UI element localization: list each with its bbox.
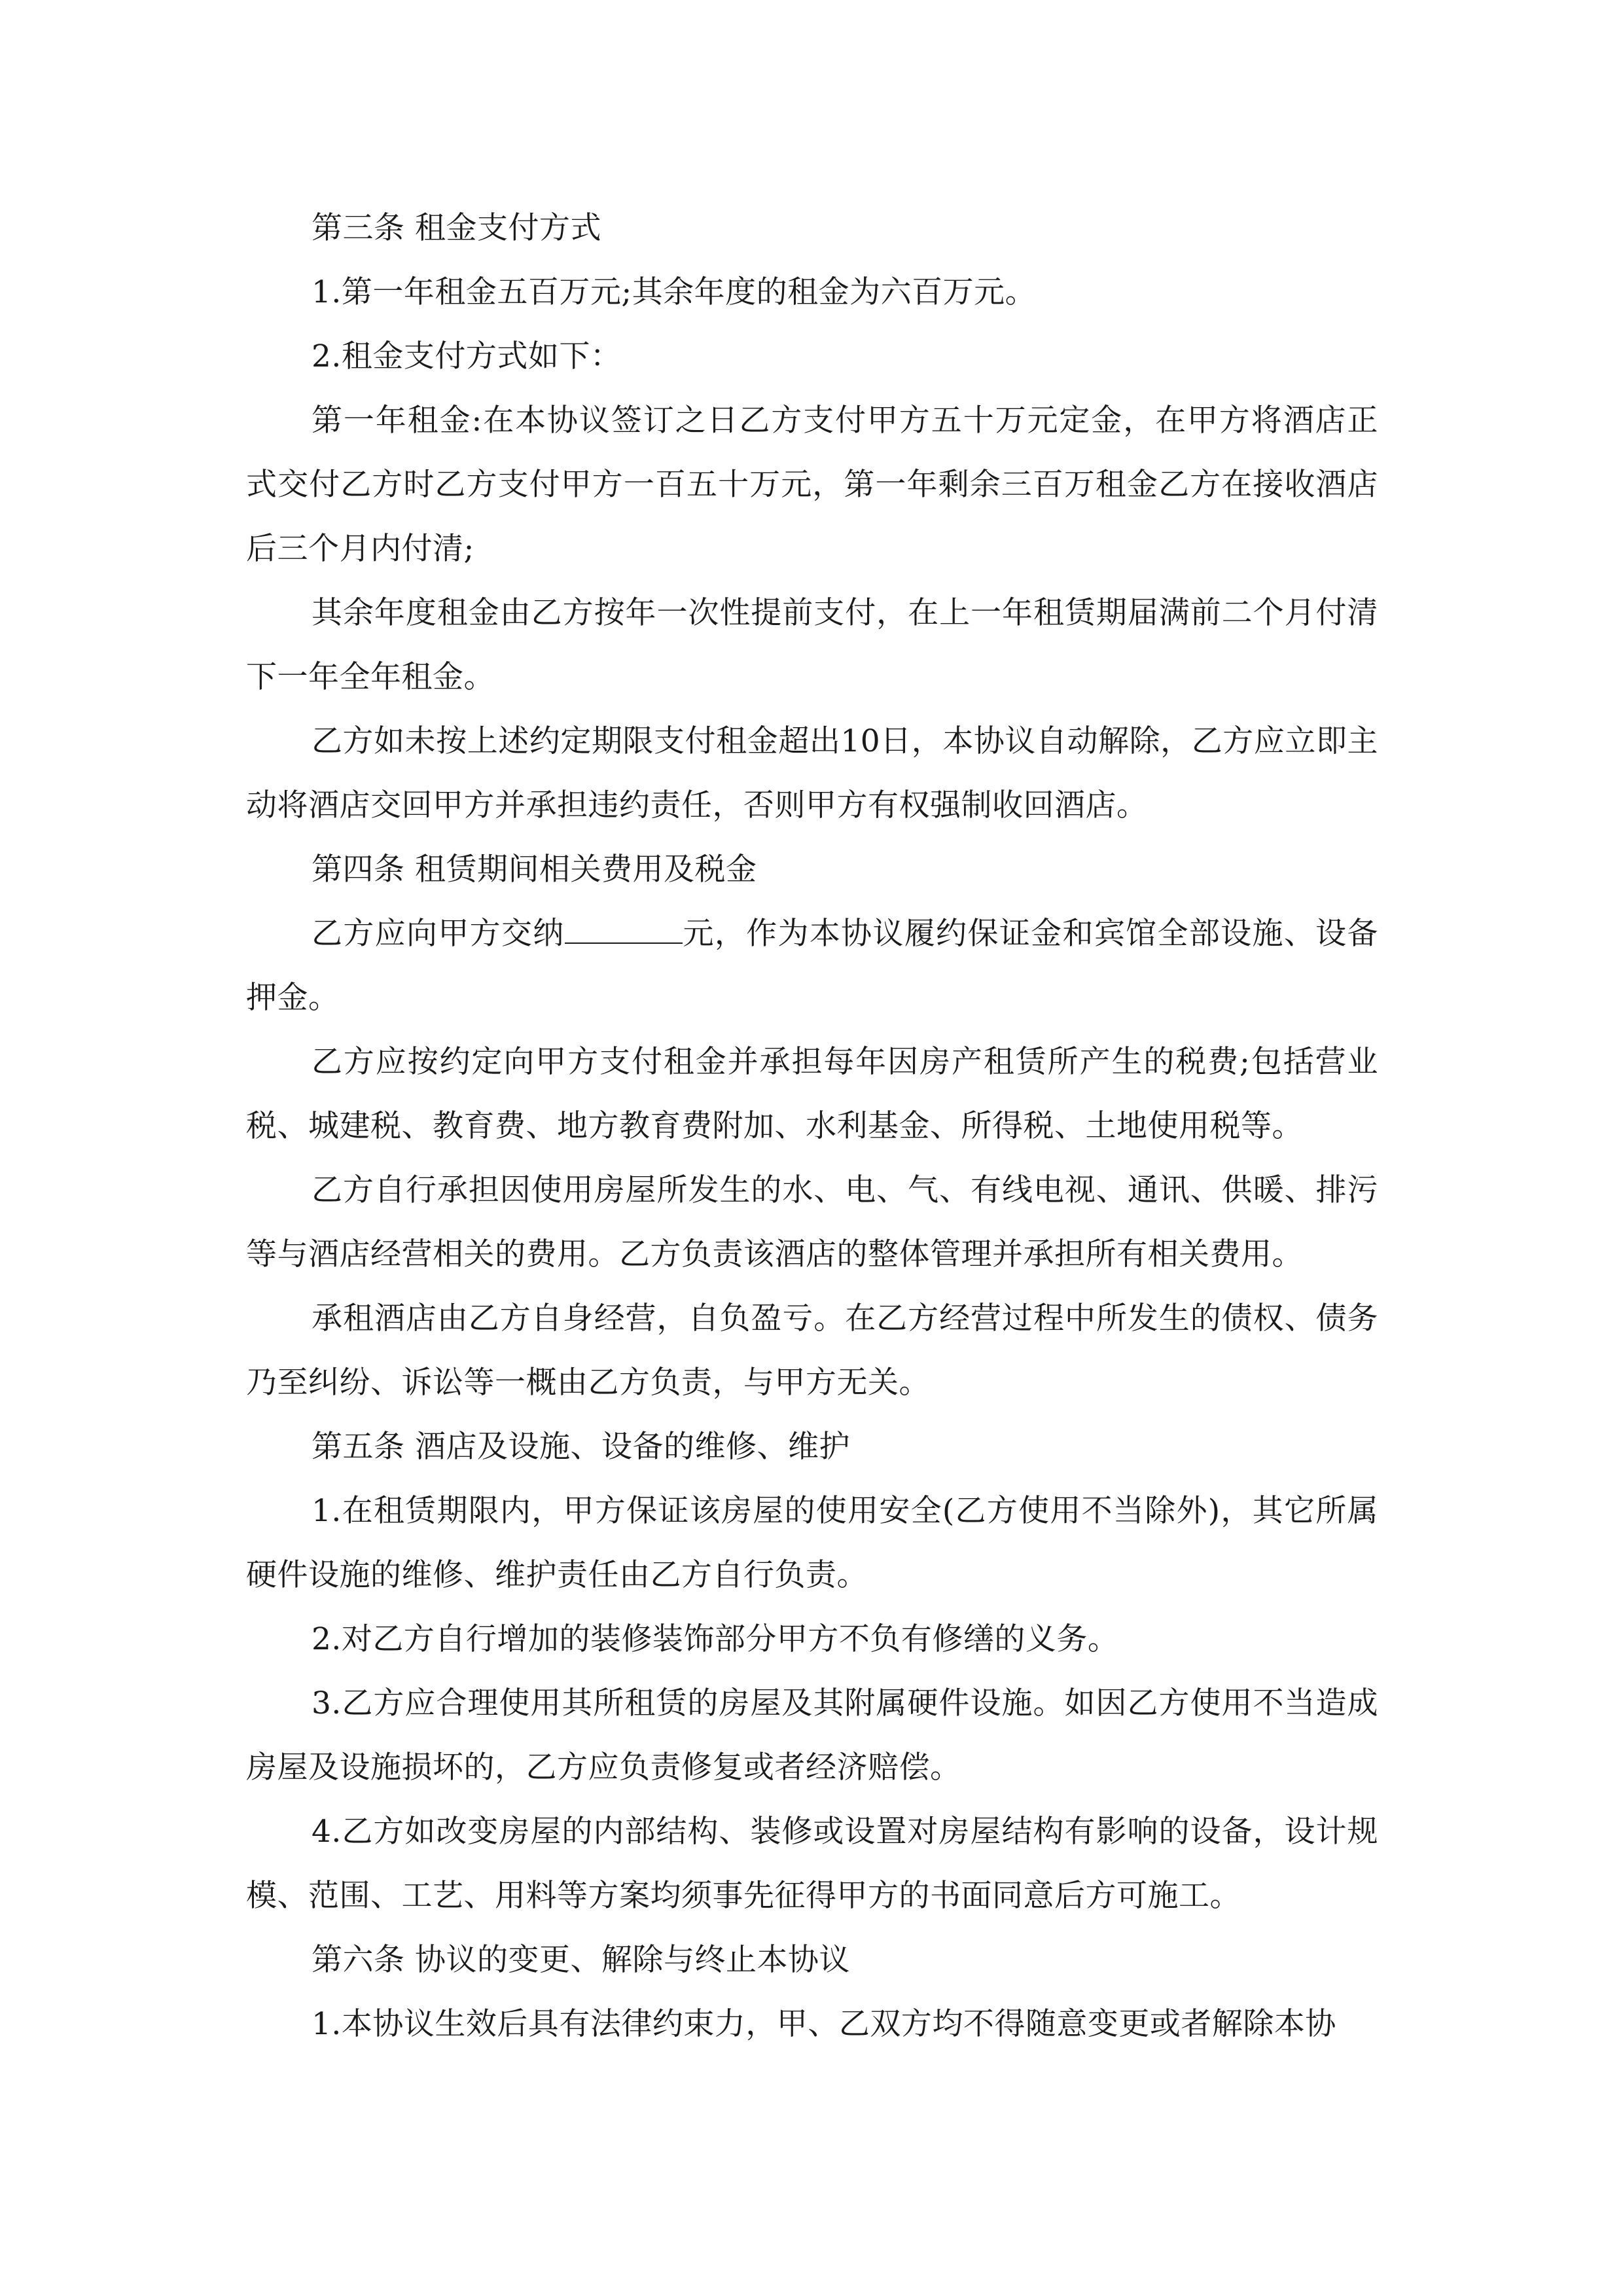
article-5-item-4: 4.乙方如改变房屋的内部结构、装修或设置对房屋结构有影响的设备，设计规模、范围、工艺、用料等方案均须事先征得甲方的书面同意后方可施工。 bbox=[246, 1814, 1378, 1914]
operation-paragraph: 承租酒店由乙方自身经营，自负盈亏。在乙方经营过程中所发生的债权、债务乃至纠纷、诉讼等一概由乙方负责，与甲方无关。 bbox=[246, 1300, 1378, 1401]
article-5-item-2: 2.对乙方自行增加的装修装饰部分甲方不负有修缮的义务。 bbox=[312, 1621, 1119, 1657]
deposit-text-after: 元，作为本协议履约保证金和宾馆全部设施、设备押金。 bbox=[246, 916, 1379, 1016]
article-6-item-1: 1.本协议生效后具有法律约束力，甲、乙双方均不得随意变更或者解除本协 bbox=[312, 2006, 1336, 2042]
document-page bbox=[246, 196, 1378, 2056]
taxes-paragraph: 乙方应按约定向甲方支付租金并承担每年因房产租赁所产生的税费;包括营业税、城建税、教育费、地方教育费附加、水利基金、所得税、土地使用税等。 bbox=[246, 1044, 1378, 1144]
article-3-heading: 第三条 租金支付方式 bbox=[312, 210, 601, 246]
article-5-item-3: 3.乙方应合理使用其所租赁的房屋及其附属硬件设施。如因乙方使用不当造成房屋及设施损坏的，乙方应负责修复或者经济赔偿。 bbox=[246, 1685, 1378, 1785]
late-payment-paragraph: 乙方如未按上述约定期限支付租金超出10日，本协议自动解除，乙方应立即主动将酒店交回甲方并承担违约责任，否则甲方有权强制收回酒店。 bbox=[246, 723, 1378, 823]
article-4-heading: 第四条 租赁期间相关费用及税金 bbox=[312, 852, 757, 888]
deposit-text-before: 乙方应向甲方交纳 bbox=[312, 916, 565, 952]
article-3-item-1: 1.第一年租金五百万元;其余年度的租金为六百万元。 bbox=[312, 274, 1037, 310]
article-5-heading: 第五条 酒店及设施、设备的维修、维护 bbox=[312, 1429, 850, 1465]
other-years-rent-paragraph: 其余年度租金由乙方按年一次性提前支付，在上一年租赁期届满前二个月付清下一年全年租金。 bbox=[246, 595, 1378, 695]
article-3-item-2: 2.租金支付方式如下： bbox=[312, 338, 622, 374]
first-year-rent-paragraph: 第一年租金:在本协议签订之日乙方支付甲方五十万元定金，在甲方将酒店正式交付乙方时乙方支付甲方一百五十万元，第一年剩余三百万租金乙方在接收酒店后三个月内付清; bbox=[246, 403, 1378, 567]
article-5-item-1: 1.在租赁期限内，甲方保证该房屋的使用安全(乙方使用不当除外)，其它所属硬件设施的维修、维护责任由乙方自行负责。 bbox=[246, 1493, 1378, 1593]
deposit-paragraph bbox=[246, 902, 1378, 1030]
utilities-paragraph: 乙方自行承担因使用房屋所发生的水、电、气、有线电视、通讯、供暖、排污等与酒店经营相关的费用。乙方负责该酒店的整体管理并承担所有相关费用。 bbox=[246, 1172, 1378, 1272]
deposit-amount-blank bbox=[565, 916, 683, 944]
article-6-heading: 第六条 协议的变更、解除与终止本协议 bbox=[312, 1942, 850, 1978]
